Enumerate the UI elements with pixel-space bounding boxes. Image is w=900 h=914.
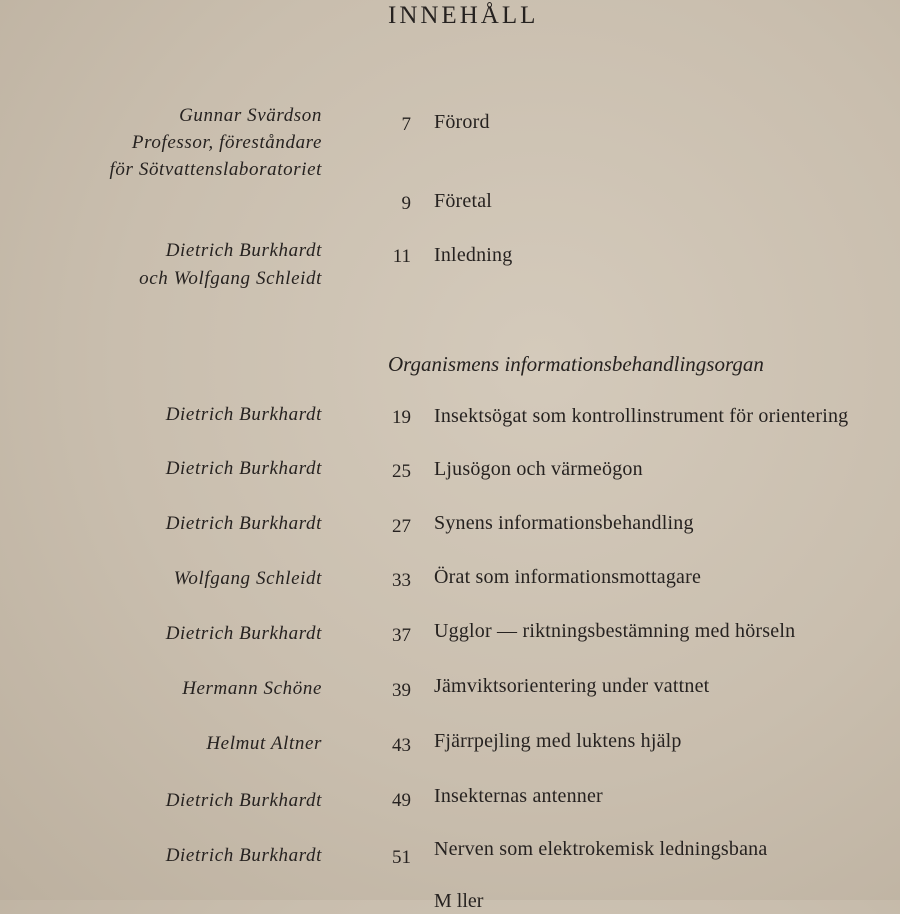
toc-chapter-title: Fjärrpejling med luktens hjälp <box>434 730 682 752</box>
toc-chapter-title: Jämviktsorientering under vattnet <box>434 675 710 697</box>
toc-page-number: 49 <box>392 790 411 811</box>
cut-off-chapter-title: M ller <box>434 890 484 912</box>
section-heading: Organismens informationsbehandlingsorgan <box>388 352 764 376</box>
toc-page-number: 51 <box>392 847 411 868</box>
toc-chapter-title: Örat som informationsmottagare <box>434 566 702 588</box>
author-affiliation: för Sötvattenslaboratoriet <box>109 159 322 180</box>
toc-chapter-title: Nerven som elektrokemisk ledningsbana <box>434 838 768 860</box>
toc-chapter-title: Ugglor — riktningsbestämning med hörseln <box>434 620 796 642</box>
toc-page-number: 9 <box>401 193 411 214</box>
toc-page-number: 25 <box>392 461 411 482</box>
author-name: Wolfgang Schleidt <box>173 568 322 589</box>
toc-chapter-title: Insektsögat som kontrollinstrument för orientering <box>434 405 849 427</box>
author-name: Dietrich Burkhardt <box>165 458 322 479</box>
toc-page-number: 19 <box>392 407 411 428</box>
toc-page-number: 37 <box>392 625 411 646</box>
author-name: Hermann Schöne <box>182 678 322 699</box>
author-name: Dietrich Burkhardt <box>165 845 322 866</box>
toc-chapter-title: Synens informationsbehandling <box>434 512 694 534</box>
author-name: Dietrich Burkhardt <box>165 404 322 425</box>
author-name: och Wolfgang Schleidt <box>139 268 322 289</box>
toc-page-number: 43 <box>392 735 411 756</box>
author-title: Professor, föreståndare <box>131 132 322 153</box>
toc-page-number: 39 <box>392 680 411 701</box>
toc-chapter-title: Inledning <box>434 244 513 266</box>
author-name: Dietrich Burkhardt <box>165 240 322 261</box>
author-name: Dietrich Burkhardt <box>165 623 322 644</box>
toc-chapter-title: Företal <box>434 190 493 212</box>
toc-page-number: 33 <box>392 570 411 591</box>
author-name: Helmut Altner <box>206 733 322 754</box>
toc-page-number: 27 <box>392 516 411 537</box>
author-name: Gunnar Svärdson <box>179 105 322 126</box>
author-name: Dietrich Burkhardt <box>165 513 322 534</box>
toc-page-number: 11 <box>392 246 411 267</box>
page-title: INNEHÅLL <box>388 2 539 29</box>
toc-page-number: 7 <box>401 114 411 135</box>
toc-chapter-title: Förord <box>434 111 490 133</box>
author-name: Dietrich Burkhardt <box>165 790 322 811</box>
toc-chapter-title: Ljusögon och värmeögon <box>434 458 643 480</box>
toc-chapter-title: Insekternas antenner <box>434 785 603 807</box>
